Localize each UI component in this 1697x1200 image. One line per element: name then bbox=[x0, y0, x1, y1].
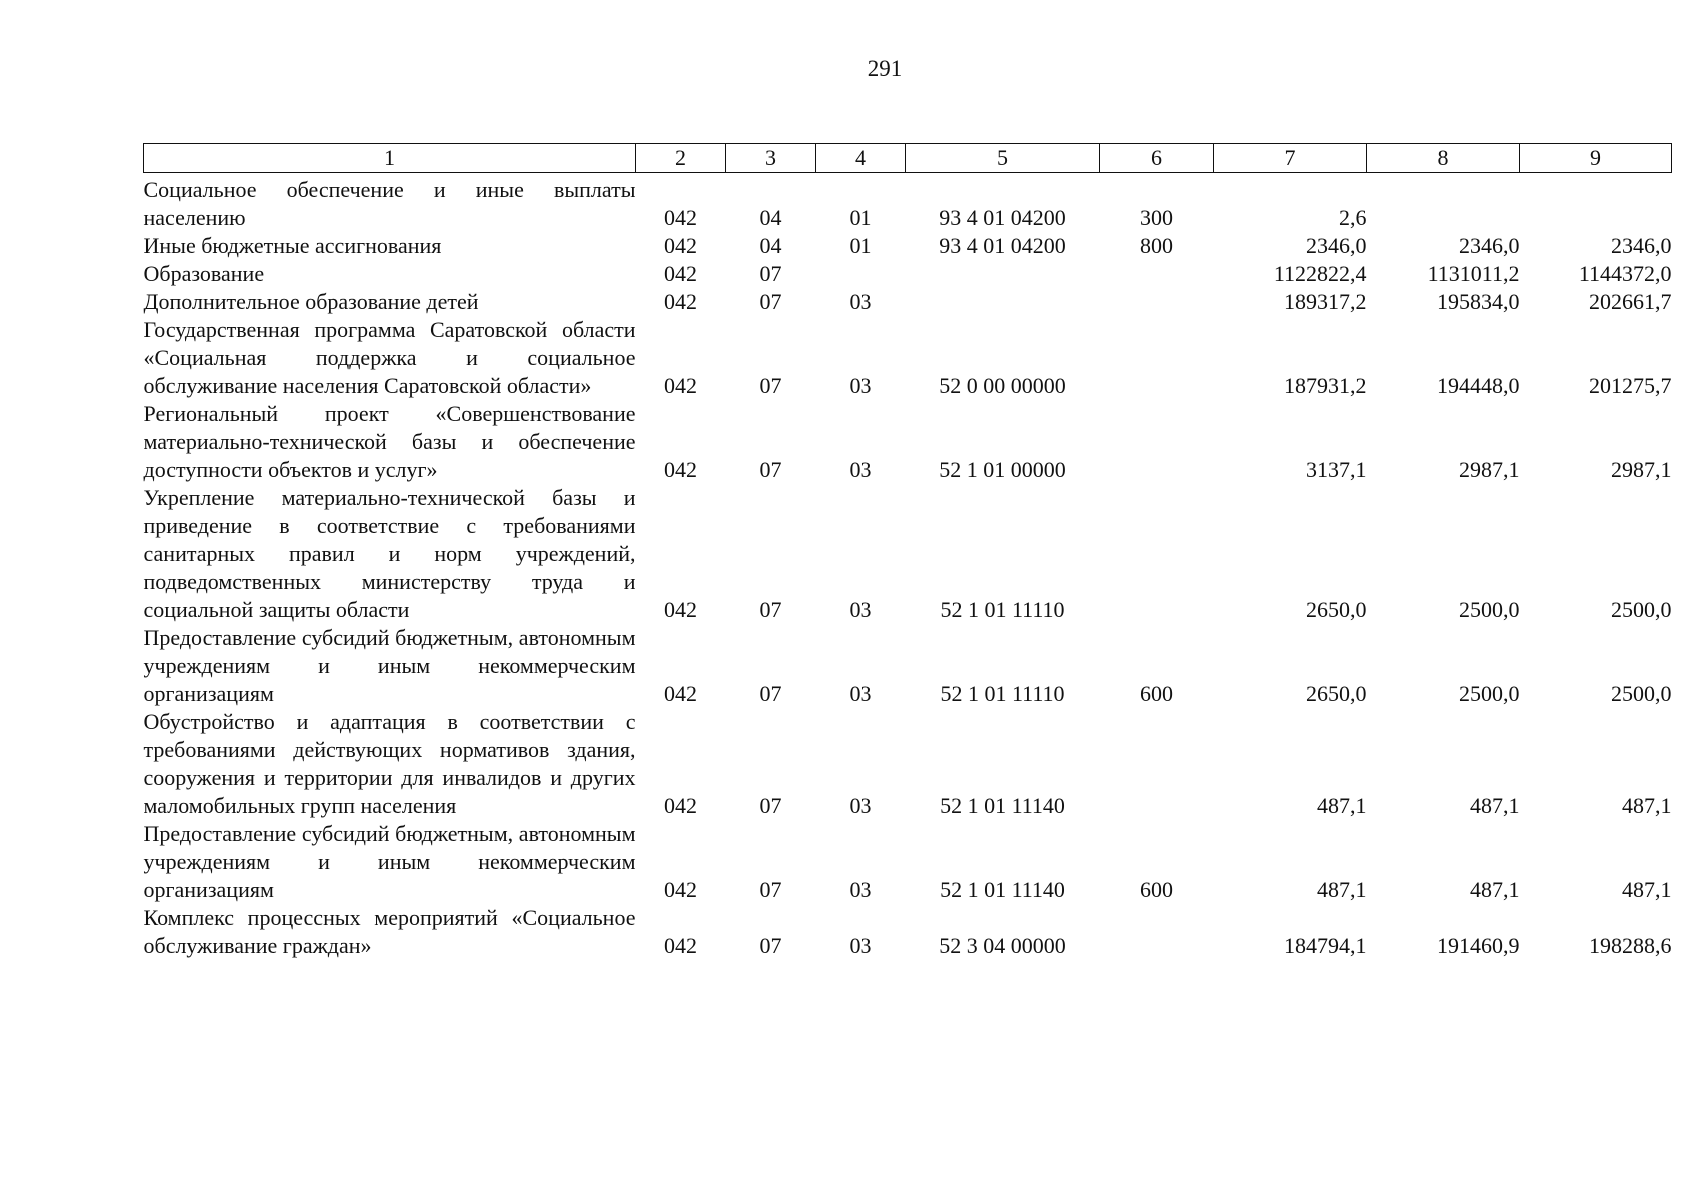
amount-year-3: 2987,1 bbox=[1611, 457, 1672, 482]
amount-year-2: 487,1 bbox=[1470, 793, 1520, 818]
amount-year-2: 2346,0 bbox=[1459, 233, 1520, 258]
table-body bbox=[144, 173, 1672, 961]
amount-year-1: 487,1 bbox=[1317, 877, 1367, 902]
subsection-code: 03 bbox=[849, 933, 872, 958]
subsection-code: 03 bbox=[849, 877, 872, 902]
amount-year-3: 487,1 bbox=[1622, 877, 1672, 902]
amount-year-1: 487,1 bbox=[1317, 793, 1367, 818]
item-name: Предоставление субсидий бюджетным, автономным учреждениям и иным некоммерческим организациям bbox=[143, 625, 636, 706]
budget-table bbox=[143, 143, 1672, 960]
column-header: 5 bbox=[906, 144, 1100, 173]
section-code: 07 bbox=[759, 933, 782, 958]
subsection-code: 03 bbox=[849, 793, 872, 818]
grbs-code: 042 bbox=[664, 289, 697, 314]
amount-year-3: 201275,7 bbox=[1589, 373, 1672, 398]
target-article-code: 52 1 01 11110 bbox=[940, 597, 1065, 622]
target-article-code: 52 3 04 00000 bbox=[939, 933, 1066, 958]
table-row bbox=[144, 288, 1672, 316]
item-name: Обустройство и адаптация в соответствии с требованиями действующих нормативов здания, сооружения и территории для инвалидов и других маломобильных групп населения bbox=[143, 709, 636, 818]
grbs-code: 042 bbox=[664, 597, 697, 622]
amount-year-2: 2987,1 bbox=[1459, 457, 1520, 482]
target-article-code: 52 1 01 11140 bbox=[940, 877, 1065, 902]
target-article-code: 93 4 01 04200 bbox=[939, 205, 1066, 230]
target-article-code bbox=[906, 260, 1100, 288]
subsection-code: 03 bbox=[849, 373, 872, 398]
amount-year-3: 198288,6 bbox=[1589, 933, 1672, 958]
amount-year-2: 2500,0 bbox=[1459, 597, 1520, 622]
amount-year-1: 1122822,4 bbox=[1273, 261, 1367, 286]
column-header: 8 bbox=[1367, 144, 1520, 173]
page-number: 291 bbox=[867, 56, 903, 81]
amount-year-1: 189317,2 bbox=[1284, 289, 1367, 314]
expense-type-code bbox=[1100, 708, 1214, 820]
grbs-code: 042 bbox=[664, 793, 697, 818]
subsection-code: 03 bbox=[849, 681, 872, 706]
item-name: Дополнительное образование детей bbox=[143, 289, 479, 314]
expense-type-code bbox=[1100, 904, 1214, 960]
amount-year-2: 487,1 bbox=[1470, 877, 1520, 902]
grbs-code: 042 bbox=[664, 681, 697, 706]
item-name: Государственная программа Саратовской области «Социальная поддержка и социальное обслуживание населения Саратовской области» bbox=[143, 317, 636, 398]
amount-year-1: 2346,0 bbox=[1306, 233, 1367, 258]
expense-type-code: 300 bbox=[1140, 205, 1173, 230]
table-row bbox=[144, 176, 1672, 232]
amount-year-1: 3137,1 bbox=[1306, 457, 1367, 482]
grbs-code: 042 bbox=[664, 261, 697, 286]
amount-year-2: 1131011,2 bbox=[1427, 261, 1520, 286]
table-row bbox=[144, 904, 1672, 960]
grbs-code: 042 bbox=[664, 233, 697, 258]
table-row bbox=[144, 316, 1672, 400]
table-row bbox=[144, 820, 1672, 904]
section-code: 07 bbox=[759, 289, 782, 314]
expense-type-code bbox=[1100, 260, 1214, 288]
grbs-code: 042 bbox=[664, 457, 697, 482]
amount-year-3 bbox=[1520, 176, 1672, 232]
amount-year-3: 1144372,0 bbox=[1578, 261, 1672, 286]
item-name: Предоставление субсидий бюджетным, автономным учреждениям и иным некоммерческим организациям bbox=[143, 821, 636, 902]
target-article-code: 93 4 01 04200 bbox=[939, 233, 1066, 258]
expense-type-code: 600 bbox=[1140, 877, 1173, 902]
expense-type-code: 600 bbox=[1140, 681, 1173, 706]
target-article-code: 52 1 01 00000 bbox=[939, 457, 1066, 482]
table-row bbox=[144, 232, 1672, 260]
section-code: 07 bbox=[759, 457, 782, 482]
subsection-code bbox=[816, 260, 906, 288]
item-name: Иные бюджетные ассигнования bbox=[143, 233, 442, 258]
target-article-code bbox=[906, 288, 1100, 316]
table-row bbox=[144, 260, 1672, 288]
amount-year-1: 2650,0 bbox=[1306, 597, 1367, 622]
table-row bbox=[144, 484, 1672, 624]
section-code: 07 bbox=[759, 597, 782, 622]
item-name: Социальное обеспечение и иные выплаты населению bbox=[143, 177, 636, 230]
amount-year-1: 187931,2 bbox=[1284, 373, 1367, 398]
expense-type-code bbox=[1100, 288, 1214, 316]
table-row bbox=[144, 400, 1672, 484]
section-code: 07 bbox=[759, 793, 782, 818]
amount-year-3: 202661,7 bbox=[1589, 289, 1672, 314]
amount-year-3: 2500,0 bbox=[1611, 681, 1672, 706]
section-code: 04 bbox=[759, 205, 782, 230]
section-code: 07 bbox=[759, 373, 782, 398]
column-header: 7 bbox=[1214, 144, 1367, 173]
expense-type-code bbox=[1100, 400, 1214, 484]
table-row bbox=[144, 708, 1672, 820]
amount-year-1: 184794,1 bbox=[1284, 933, 1367, 958]
grbs-code: 042 bbox=[664, 205, 697, 230]
grbs-code: 042 bbox=[664, 877, 697, 902]
section-code: 04 bbox=[759, 233, 782, 258]
column-header: 9 bbox=[1520, 144, 1672, 173]
grbs-code: 042 bbox=[664, 933, 697, 958]
table-header bbox=[144, 144, 1672, 173]
amount-year-3: 2346,0 bbox=[1611, 233, 1672, 258]
amount-year-2: 2500,0 bbox=[1459, 681, 1520, 706]
subsection-code: 03 bbox=[849, 457, 872, 482]
subsection-code: 03 bbox=[849, 289, 872, 314]
amount-year-3: 2500,0 bbox=[1611, 597, 1672, 622]
expense-type-code bbox=[1100, 316, 1214, 400]
column-header: 6 bbox=[1100, 144, 1214, 173]
section-code: 07 bbox=[759, 681, 782, 706]
column-header: 4 bbox=[816, 144, 906, 173]
amount-year-1: 2650,0 bbox=[1306, 681, 1367, 706]
table-row bbox=[144, 624, 1672, 708]
amount-year-2: 195834,0 bbox=[1437, 289, 1520, 314]
section-code: 07 bbox=[759, 877, 782, 902]
subsection-code: 03 bbox=[849, 597, 872, 622]
target-article-code: 52 1 01 11110 bbox=[940, 681, 1065, 706]
column-header: 1 bbox=[144, 144, 636, 173]
expense-type-code bbox=[1100, 484, 1214, 624]
expense-type-code: 800 bbox=[1140, 233, 1173, 258]
item-name: Укрепление материально-технической базы и приведение в соответствие с требованиями санитарных правил и норм учреждений, подведомственных министерству труда и социальной защиты области bbox=[143, 485, 636, 622]
target-article-code: 52 1 01 11140 bbox=[940, 793, 1065, 818]
amount-year-2: 191460,9 bbox=[1437, 933, 1520, 958]
item-name: Комплекс процессных мероприятий «Социальное обслуживание граждан» bbox=[143, 905, 636, 958]
target-article-code: 52 0 00 00000 bbox=[939, 373, 1066, 398]
subsection-code: 01 bbox=[849, 205, 872, 230]
amount-year-1: 2,6 bbox=[1339, 205, 1367, 230]
amount-year-3: 487,1 bbox=[1622, 793, 1672, 818]
amount-year-2 bbox=[1367, 176, 1520, 232]
section-code: 07 bbox=[759, 261, 782, 286]
item-name: Региональный проект «Совершенствование материально-технической базы и обеспечение доступности объектов и услуг» bbox=[143, 401, 636, 482]
header-row bbox=[144, 144, 1672, 173]
grbs-code: 042 bbox=[664, 373, 697, 398]
subsection-code: 01 bbox=[849, 233, 872, 258]
column-header: 3 bbox=[726, 144, 816, 173]
item-name: Образование bbox=[143, 261, 265, 286]
column-header: 2 bbox=[636, 144, 726, 173]
amount-year-2: 194448,0 bbox=[1437, 373, 1520, 398]
